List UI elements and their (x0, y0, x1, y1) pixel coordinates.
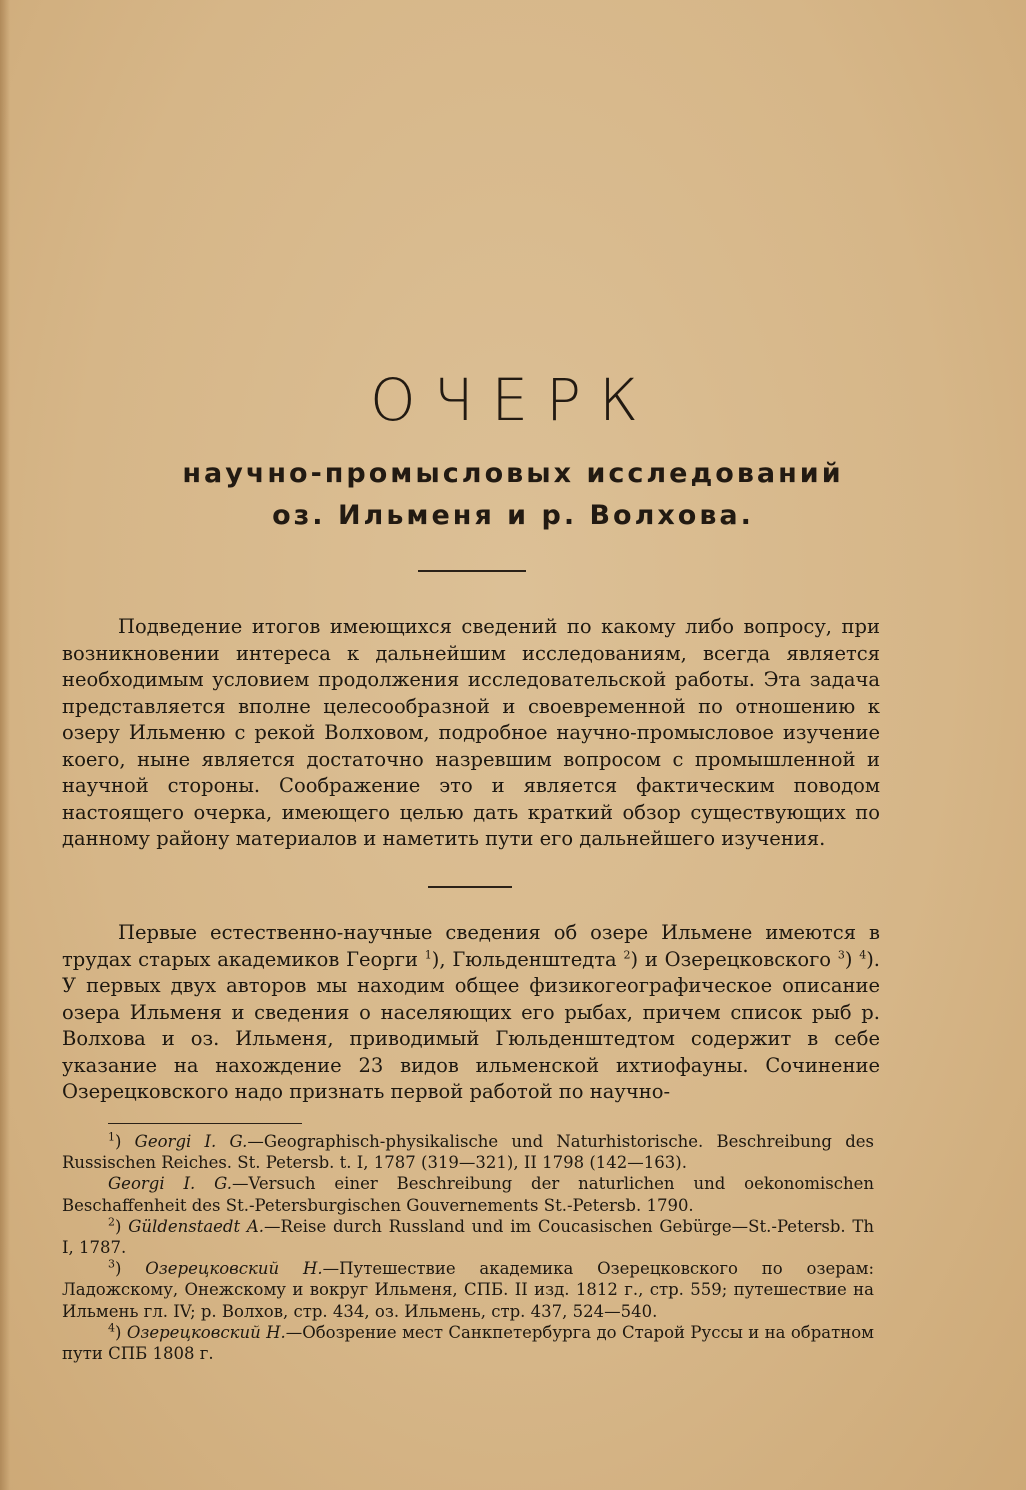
subtitle-line-1: научно-промысловых исследований (182, 458, 844, 489)
footnote-text: —Обозрение мест Санкпетербурга до Старой Руссы и на обратном пути СПБ 1808 г. (62, 1322, 874, 1364)
title-divider (418, 570, 526, 572)
subtitle-line-2: оз. Ильменя и р. Волхова. (272, 500, 754, 531)
footnote-author: Güldenstaedt A. (128, 1216, 265, 1236)
history-paragraph (62, 920, 880, 1106)
footnotes (62, 1131, 874, 1364)
footnote-text: —Reise durch Russland und im Coucasischen Gebürge—St.-Petersb. Th I, 1787. (62, 1216, 874, 1258)
history-text-1: Первые естественно-научные сведения об озере Ильмене имеются в трудах старых академиков Георги (62, 921, 880, 971)
footnote-ref-1[interactable]: 1 (424, 948, 432, 961)
history-text-3: ) и Озерецковского (630, 947, 838, 971)
intro-paragraph: Подведение итогов имеющихся сведений по какому либо вопросу, при возникновении интереса к дальнейшим исследованиям, всегда является необходимым условием продолжения исследовательской работы. Эта задача представляется вполне целесообразной и своевременной по отношению к озеру Ильменю с рекой Волховом, подробное научно-промысловое изучение коего, ныне является достаточно назревшим вопросом с промышленной и научной стороны. Соображение это и является фактическим поводом настоящего очерка, имеющего целью дать краткий обзор существующих по данному району материалов и наметить пути его дальнейшего изучения. (62, 615, 880, 850)
history-text-5: ). У первых двух авторов мы находим общее физикогеографическое описание озера Ильменя и сведения о населяющих его рыбах, причем список рыб р. Волхова и оз. Ильменя, приводимый Гюльденштедтом содержит в себе указание на нахождение 23 видов ильменской ихтиофауны. Сочинение Озерецковского надо признать первой работой по научно- (62, 947, 881, 1103)
history-text-4: ) (844, 947, 860, 971)
footnote: $^3$) Озерецковский Н.—Путешествие академика Озерецковского по озерам: Ладожскому, Онежскому и вокруг Ильменя, СПБ. II изд. 1812 г., стр. 559; путешествие на Ильмень гл. IV; р. Волхов, стр. 434, оз. Ильмень, стр. 437, 524—540. (62, 1257, 875, 1321)
footnote-ref-4[interactable]: 4 (859, 948, 867, 961)
footnote-text: —Geographisch-physikalische und Naturhistorische. Beschreibung des Russischen Reiches. St. Petersb. t. I, 1787 (319—321), II 1798 (142—163). (62, 1132, 875, 1173)
footnote-ref-2[interactable]: 2 (623, 948, 631, 961)
footnote-mark: 2 (108, 1215, 115, 1229)
footnote-divider (108, 1123, 302, 1124)
footnote-author: Озерецковский Н. (145, 1259, 323, 1279)
section-divider (428, 886, 512, 888)
footnote-author: Georgi I. G. (108, 1174, 232, 1194)
footnote-text: —Versuch einer Beschreibung der naturlichen und oekonomischen Beschaffenheit des St.-Petersburgischen Gouvernements St.-Petersb. 1790. (62, 1174, 874, 1215)
footnote: $^1$) Georgi I. G.—Geographisch-physikalische und Naturhistorische. Beschreibung des Russischen Reiches. St. Petersb. t. I, 1787 (319—321), II 1798 (142—163). (62, 1130, 875, 1173)
footnote-ref-3[interactable]: 3 (837, 948, 845, 961)
page-title: ОЧЕРК (369, 366, 657, 434)
footnote-text: —Путешествие академика Озерецковского по озерам: Ладожскому, Онежскому и вокруг Ильменя, СПБ. II изд. 1812 г., стр. 559; путешествие на Ильмень гл. IV; р. Волхов, стр. 434, оз. Ильмень, стр. 437, 524—540. (62, 1259, 875, 1321)
footnote-author: Озерецковский Н. (126, 1322, 286, 1342)
footnote-author: Georgi I. G. (134, 1132, 248, 1151)
page-edge-shadow (0, 0, 10, 1490)
footnote (62, 1173, 874, 1215)
footnote-mark: 4 (108, 1321, 115, 1335)
footnote: $^4$) Озерецковский Н.—Обозрение мест Санкпетербурга до Старой Руссы и на обратном пути СПБ 1808 г. (62, 1321, 874, 1364)
footnote-mark: 1 (108, 1130, 115, 1144)
footnote: $^2$) Güldenstaedt A.—Reise durch Russland und im Coucasischen Gebürge—St.-Petersb. Th I, 1787. (62, 1215, 874, 1258)
footnote-mark: 3 (108, 1257, 115, 1271)
history-text-2: ), Гюльденштедта (431, 947, 624, 971)
